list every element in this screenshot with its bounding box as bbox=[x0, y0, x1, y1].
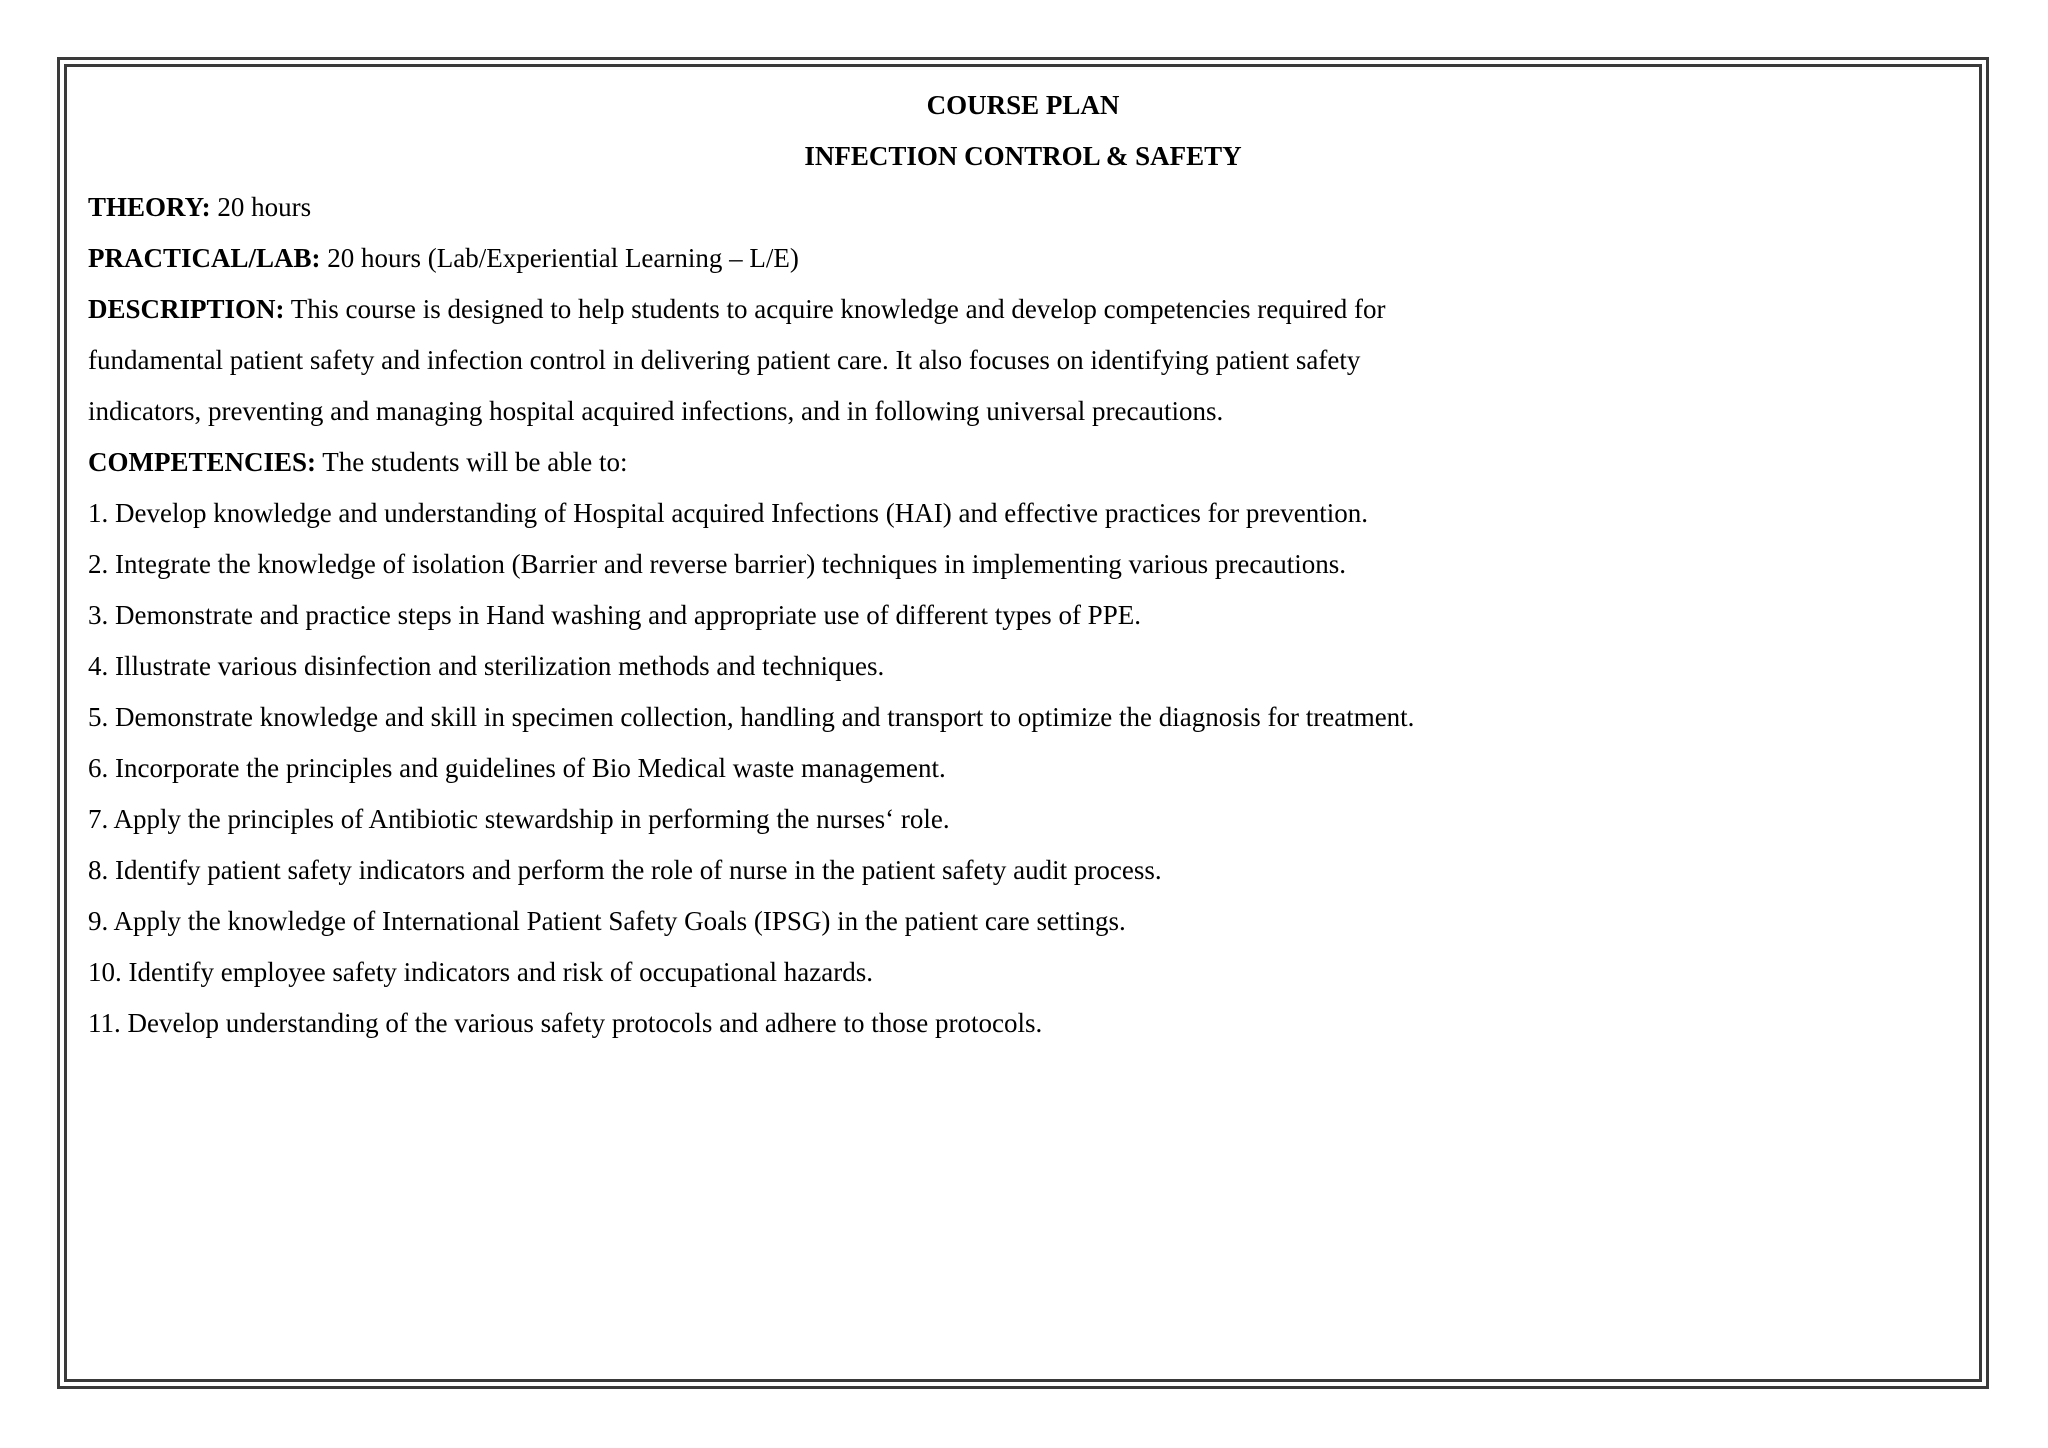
competencies-label: COMPETENCIES: bbox=[88, 447, 317, 477]
competency-item: 10. Identify employee safety indicators and risk of occupational hazards. bbox=[88, 957, 873, 987]
competency-item: 3. Demonstrate and practice steps in Hand washing and appropriate use of different types of PPE. bbox=[88, 600, 1141, 630]
competencies-intro: The students will be able to: bbox=[316, 447, 628, 477]
competency-item: 9. Apply the knowledge of International Patient Safety Goals (IPSG) in the patient care settings. bbox=[88, 906, 1126, 936]
document-subtitle: INFECTION CONTROL & SAFETY bbox=[804, 141, 1242, 171]
competency-item: 6. Incorporate the principles and guidelines of Bio Medical waste management. bbox=[88, 753, 946, 783]
competency-item: 1. Develop knowledge and understanding of Hospital acquired Infections (HAI) and effective practices for prevention. bbox=[88, 498, 1369, 528]
competency-item: 8. Identify patient safety indicators and perform the role of nurse in the patient safety audit process. bbox=[88, 855, 1162, 885]
competency-item: 4. Illustrate various disinfection and sterilization methods and techniques. bbox=[88, 651, 885, 681]
competency-item: 7. Apply the principles of Antibiotic stewardship in performing the nurses‘ role. bbox=[88, 804, 950, 834]
description-line-2: fundamental patient safety and infection control in delivering patient care. It also focuses on identifying patient safety bbox=[88, 345, 1361, 375]
theory-label: THEORY: bbox=[88, 192, 211, 222]
competencies-line bbox=[88, 437, 1958, 488]
description-line-1 bbox=[88, 284, 1958, 335]
theory-value: 20 hours bbox=[210, 192, 312, 222]
practical-label: PRACTICAL/LAB: bbox=[88, 243, 321, 273]
theory-line bbox=[88, 182, 1958, 233]
practical-line bbox=[88, 233, 1958, 284]
practical-value: 20 hours (Lab/Experiential Learning – L/E) bbox=[320, 243, 799, 273]
course-plan-content bbox=[88, 80, 1958, 1049]
competency-item: 11. Develop understanding of the various safety protocols and adhere to those protocols. bbox=[88, 1008, 1043, 1038]
document-title: COURSE PLAN bbox=[926, 90, 1120, 120]
competency-item: 5. Demonstrate knowledge and skill in specimen collection, handling and transport to optimize the diagnosis for treatment. bbox=[88, 702, 1415, 732]
description-text-1: This course is designed to help students to acquire knowledge and develop competencies required for bbox=[284, 294, 1386, 324]
description-label: DESCRIPTION: bbox=[88, 294, 285, 324]
competency-item: 2. Integrate the knowledge of isolation (Barrier and reverse barrier) techniques in implementing various precautions. bbox=[88, 549, 1347, 579]
description-line-3: indicators, preventing and managing hospital acquired infections, and in following universal precautions. bbox=[88, 396, 1224, 426]
